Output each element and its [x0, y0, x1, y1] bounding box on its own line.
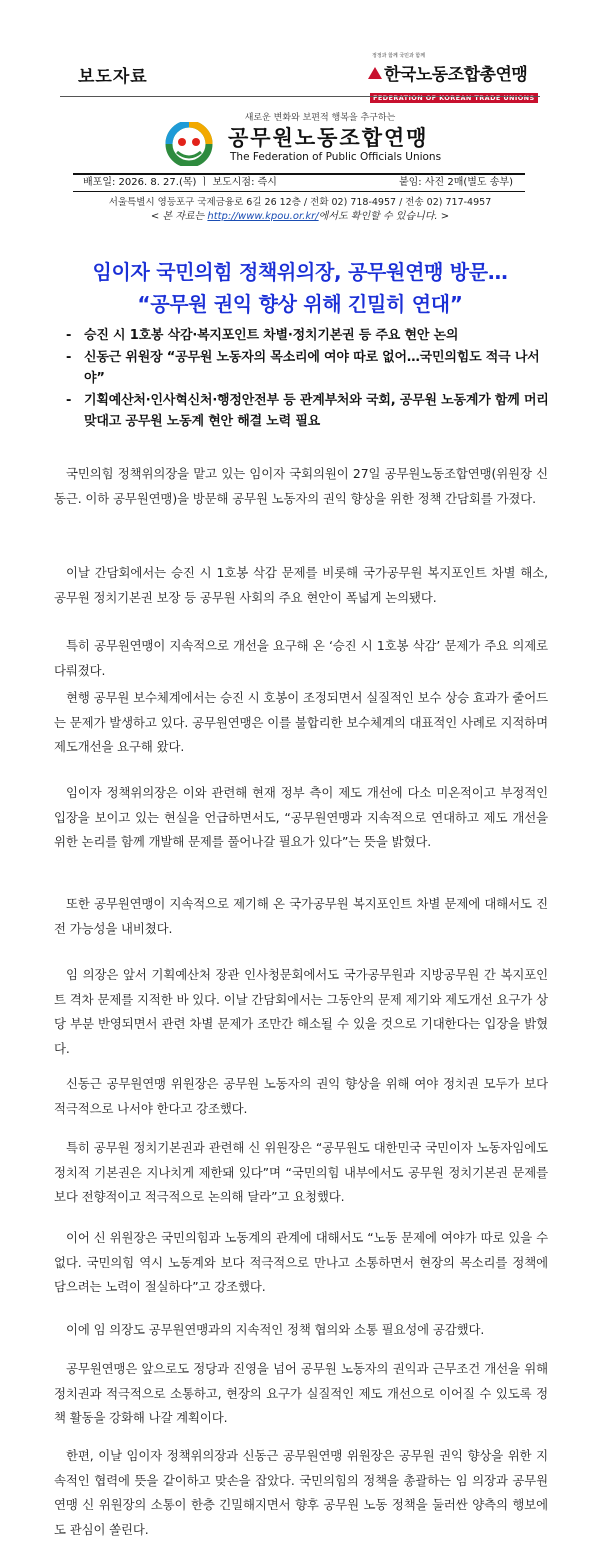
fktu-tagline: 정정과 함께 국민과 함께 — [372, 53, 426, 59]
fktu-name: 한국노동조합총연맹 — [384, 65, 528, 85]
paragraph-text: 현행 공무원 보수체계에서는 승진 시 호봉이 조정되면서 실질적인 보수 상승 효과가 줄어드는 문제가 발생하고 있다. 공무원연맹은 이를 불합리한 보수체계의 대표적인 사례로 지적하며 제도개선을 요구해 왔다. — [54, 690, 548, 754]
fktu-triangle-icon — [368, 67, 382, 79]
address-line: 서울특별시 영등포구 국제금융로 6길 26 12층 / 전화 02) 718-4957 / 전송 02) 717-4957 — [108, 197, 492, 208]
fktu-name-en: FEDERATION OF KOREAN TRADE UNIONS — [370, 93, 538, 103]
body-paragraph — [54, 892, 548, 941]
summary-item — [66, 347, 556, 390]
notice-suffix: 에서도 확인할 수 있습니다. > — [318, 211, 450, 222]
subheadline: “공무원 권익 향상 위해 긴밀히 연대” — [137, 292, 463, 316]
body-paragraph — [54, 781, 548, 855]
body-paragraph — [54, 1072, 548, 1121]
summary-item — [66, 325, 556, 347]
body-paragraph — [54, 963, 548, 1061]
website-notice — [0, 207, 600, 222]
paragraph-text: 신동근 공무원연맹 위원장은 공무원 노동자의 권익 향상을 위해 여야 정치권 모두가 보다 적극적으로 나서야 한다고 강조했다. — [54, 1076, 548, 1116]
paragraph-text: 임이자 정책위의장은 이와 관련해 현재 정부 측이 제도 개선에 다소 미온적이고 부정적인 입장을 보이고 있는 현실을 언급하면서도, “공무원연맹과 지속적으로 연대하고 제도 개선을 위한 논리를 함께 개발해 문제를 풀어나갈 필요가 있다”는 뜻을 밝혔다. — [54, 785, 548, 849]
paragraph-text: 이어 신 위원장은 국민의힘과 노동계의 관계에 대해서도 “노동 문제에 여야가 따로 있을 수 없다. 국민의힘 역시 노동계와 보다 적극적으로 만나고 소통하면서 현장의 목소리를 정책에 담으려는 노력이 절실하다”고 강조했다. — [54, 1230, 548, 1294]
paragraph-text: 특히 공무원 정치기본권과 관련해 신 위원장은 “공무원도 대한민국 국민이자 노동자임에도 정치적 기본권은 지나치게 제한돼 있다”며 “국민의힘 내부에서도 공무원 정치기본권 문제를 보다 전향적이고 적극적으로 논의해 달라”고 요청했다. — [54, 1140, 548, 1204]
paragraph-text: 국민의힘 정책위의장을 맡고 있는 임이자 국회의원이 27일 공무원노동조합연맹(위원장 신동근. 이하 공무원연맹)을 방문해 공무원 노동자의 권익 향상을 위한 정책 간담회를 가졌다. — [54, 466, 548, 506]
body-paragraph — [54, 634, 548, 683]
summary-text: 신동근 위원장 “공무원 노동자의 목소리에 여야 따로 없어…국민의힘도 적극 나서야” — [84, 349, 540, 386]
release-date: 배포일: 2026. 8. 27.(목) ㅣ 보도시점: 즉시 — [83, 177, 277, 188]
header-divider — [60, 96, 540, 97]
body-paragraph — [54, 1226, 548, 1300]
website-link[interactable]: http://www.kpou.or.kr/ — [207, 211, 319, 222]
paragraph-text: 임 의장은 앞서 기획예산처 장관 인사청문회에서도 국가공무원과 지방공무원 간 복지포인트 격차 문제를 지적한 바 있다. 이날 간담회에서는 그동안의 문제 제기와 제도개선 요구가 상당 부분 반영되면서 관련 차별 문제가 조만간 해소될 수 있을 것으로 기대한다는 입장을 밝혔다. — [54, 967, 548, 1056]
body-paragraph — [54, 1136, 548, 1210]
release-info-bar — [73, 173, 525, 192]
body-paragraph — [54, 1444, 548, 1542]
summary-dash: - — [66, 328, 72, 343]
paragraph-text: 공무원연맹은 앞으로도 정당과 진영을 넘어 공무원 노동자의 권익과 근무조건 개선을 위해 정치권과 적극적으로 소통하고, 현장의 요구가 실질적인 제도 개선으로 이어질 수 있도록 정책 활동을 강화해 나갈 계획이다. — [54, 1361, 548, 1425]
org-slogan: 새로운 변화와 보편적 행복을 추구하는 — [244, 113, 396, 123]
summary-text: 기획예산처·인사혁신처·행정안전부 등 관계부처와 국회, 공무원 노동계가 함께 머리 맞대고 공무원 노동계 현안 해결 노력 필요 — [84, 392, 549, 429]
body-paragraph — [54, 1357, 548, 1431]
org-name-en: The Federation of Public Officials Unions — [230, 151, 442, 163]
attachment-info: 붙임: 사진 2매(별도 송부) — [398, 177, 513, 188]
body-paragraph — [54, 561, 548, 610]
paragraph-text: 이에 임 의장도 공무원연맹과의 지속적인 정책 협의와 소통 필요성에 공감했다. — [66, 1322, 485, 1337]
paragraph-text: 또한 공무원연맹이 지속적으로 제기해 온 국가공무원 복지포인트 차별 문제에 대해서도 진전 가능성을 내비쳤다. — [54, 896, 548, 936]
paragraph-text: 한편, 이날 임이자 정책위의장과 신동근 공무원연맹 위원장은 공무원 권익 향상을 위한 지속적인 협력에 뜻을 같이하고 맞손을 잡았다. 국민의힘의 정책을 총괄하는 임 의장과 공무원연맹 신 위원장의 소통이 한층 긴밀해지면서 향후 공무원 노동 정책을 둘러싼 양측의 행보에도 관심이 쏠린다. — [54, 1448, 548, 1537]
summary-list — [66, 325, 556, 433]
summary-dash: - — [66, 349, 72, 365]
summary-dash: - — [66, 392, 72, 408]
notice-prefix: < 본 자료는 — [150, 211, 208, 222]
org-name: 공무원노동조합연맹 — [228, 126, 429, 150]
body-paragraph — [54, 686, 548, 760]
headline: 임이자 국민의힘 정책위의장, 공무원연맹 방문… — [92, 260, 508, 284]
paragraph-text: 이날 간담회에서는 승진 시 1호봉 삭감 문제를 비롯해 국가공무원 복지포인트 차별 해소, 공무원 정치기본권 보장 등 공무원 사회의 주요 현안이 폭넓게 논의됐다. — [54, 565, 548, 605]
body-paragraph — [54, 1318, 548, 1343]
release-label: 보도자료 — [78, 67, 148, 87]
summary-text: 승진 시 1호봉 삭감·복지포인트 차별·정치기본권 등 주요 현안 논의 — [84, 328, 459, 343]
fpou-logo-icon — [163, 122, 215, 166]
body-paragraph — [54, 462, 548, 511]
paragraph-text: 특히 공무원연맹이 지속적으로 개선을 요구해 온 ‘승진 시 1호봉 삭감’ 문제가 주요 의제로 다뤄졌다. — [54, 638, 548, 678]
summary-item — [66, 390, 556, 433]
